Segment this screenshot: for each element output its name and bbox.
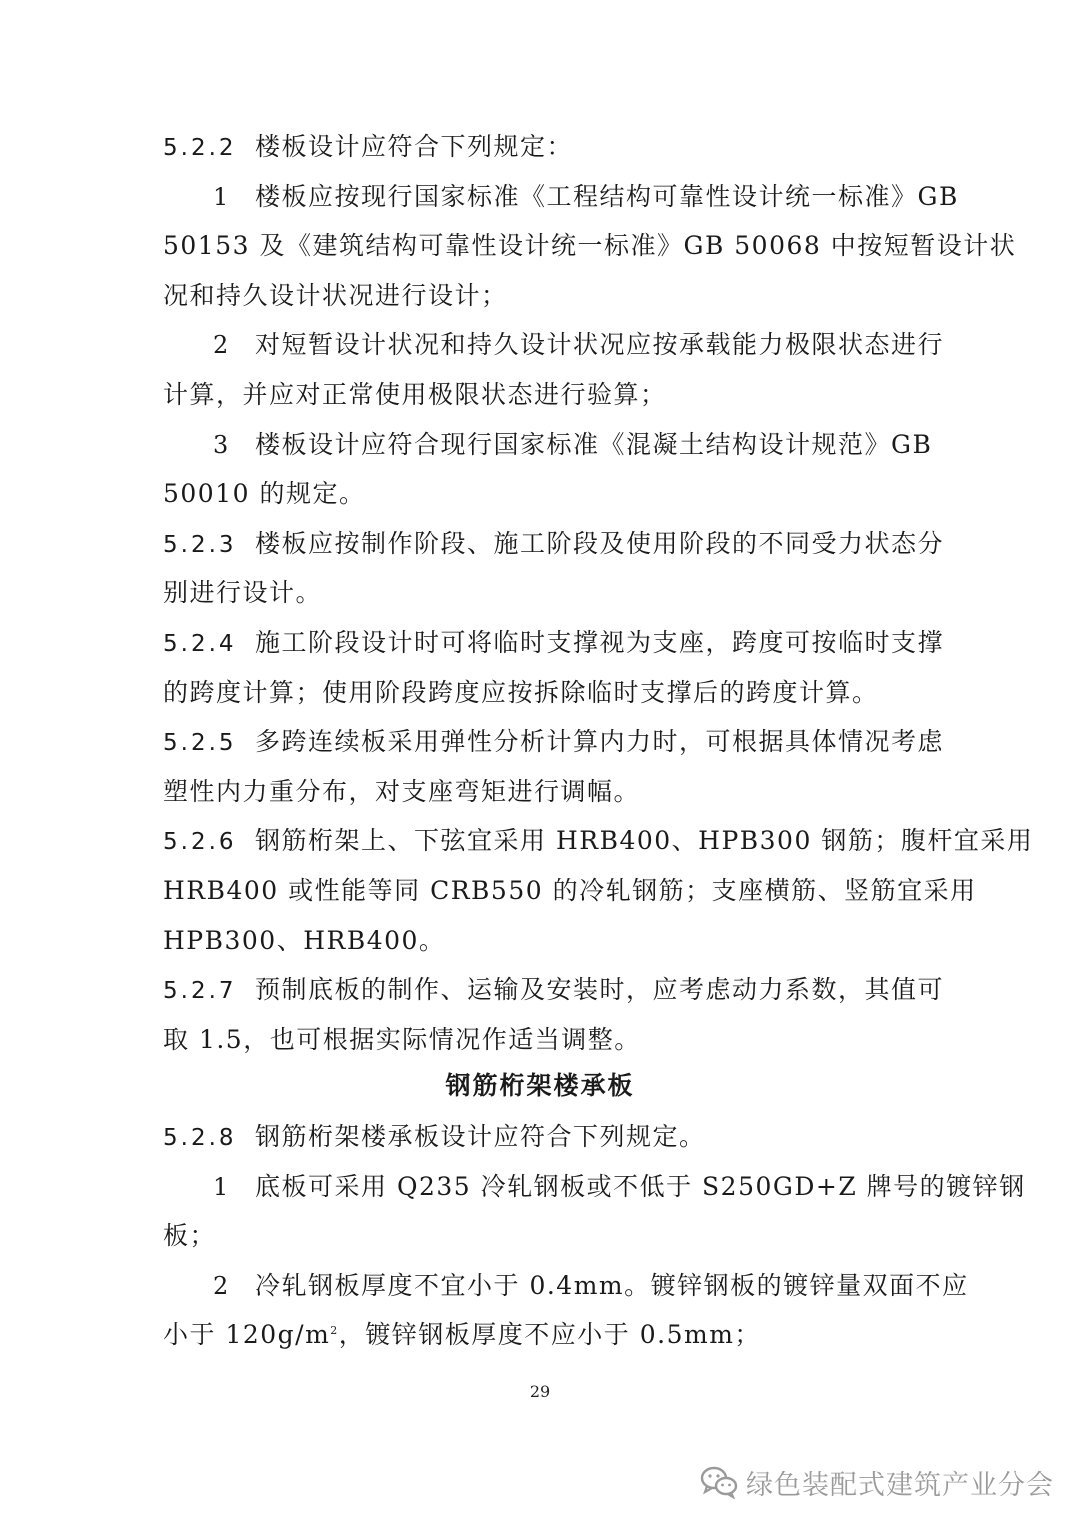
clause-line [163,628,945,659]
line-text: 楼板应按现行国家标准《工程结构可靠性设计统一标准》GB [255,181,959,211]
line-text: 塑性内力重分布，对支座弯矩进行调幅。 [163,776,641,806]
text-line [163,231,1017,261]
line-text: 钢筋桁架上、下弦宜采用 HRB400、HPB300 钢筋；腹杆宜采用 [255,826,1034,856]
line-text: 预制底板的制作、运输及安装时，应考虑动力系数，其值可 [255,975,945,1005]
watermark [700,1462,1054,1502]
item-number: 2 [213,331,230,360]
clause-line [163,826,1034,857]
text-line [163,578,923,608]
line-text: 施工阶段设计时可将临时支撑视为支座，跨度可按临时支撑 [255,628,945,657]
item-line [213,1271,973,1301]
line-text: 底板可采用 Q235 冷轧钢板或不低于 S250GD+Z 牌号的镀锌钢 [255,1171,1026,1201]
text-line [163,1221,923,1251]
clause-line [163,1122,923,1153]
clause-line [163,727,945,758]
section-heading: 钢筋桁架楼承板 [445,1071,635,1100]
line-text: 计算，并应对正常使用极限状态进行验算； [163,380,667,409]
line-text: 板； [163,1221,217,1251]
item-line [213,1171,1026,1202]
watermark-text: 绿色装配式建筑产业分会 [746,1469,1054,1501]
line-text: 况和持久设计状况进行设计； [163,280,508,310]
item-number: 1 [213,1172,230,1201]
line-text: 楼板应按制作阶段、施工阶段及使用阶段的不同受力状态分 [255,528,945,558]
line-text: 钢筋桁架楼承板设计应符合下列规定。 [255,1122,706,1151]
item-number: 1 [213,182,230,211]
clause-number: 5.2.2 [163,135,237,161]
text-line [163,777,923,807]
clause-line [163,132,923,163]
line-text: 的跨度计算；使用阶段跨度应按拆除临时支撑后的跨度计算。 [163,677,879,707]
clause-line [163,528,945,560]
clause-number: 5.2.3 [163,531,237,558]
line-text: 别进行设计。 [163,578,323,608]
clause-number: 5.2.6 [163,829,237,856]
clause-number: 5.2.4 [163,631,237,657]
wechat-icon [700,1465,738,1499]
line-text: 取 1.5，也可根据实际情况作适当调整。 [163,1024,641,1054]
line-text: 50153 及《建筑结构可靠性设计统一标准》GB 50068 中按短暂设计状 [163,231,1017,261]
line-text: 楼板设计应符合现行国家标准《混凝土结构设计规范》GB [255,429,933,459]
line-text: HPB300、HRB400。 [163,925,446,955]
text-line [163,1025,923,1055]
line-text: 冷轧钢板厚度不宜小于 0.4mm。镀锌钢板的镀锌量双面不应 [255,1270,969,1300]
text-line [163,479,923,509]
item-number: 2 [213,1271,230,1300]
line-text: HRB400 或性能等同 CRB550 的冷轧钢筋；支座横筋、竖筋宜采用 [163,876,977,905]
text-line [163,678,923,708]
line-text: 多跨连续板采用弹性分析计算内力时，可根据具体情况考虑 [255,727,945,757]
text-line [163,926,923,956]
page-number: 29 [529,1382,551,1401]
line-text: 对短暂设计状况和持久设计状况应按承载能力极限状态进行 [255,330,945,360]
clause-line [163,975,945,1006]
text-line [163,380,923,410]
line-text: 50010 的规定。 [163,479,366,509]
item-number: 3 [213,430,230,459]
clause-number: 5.2.5 [163,730,237,757]
item-line [213,330,973,360]
item-line [213,182,973,212]
clause-number: 5.2.7 [163,978,237,1005]
line-text: 楼板设计应符合下列规定： [255,132,574,161]
item-line [213,430,973,460]
text-line [163,876,977,906]
clause-number: 5.2.8 [163,1125,237,1151]
text-line [163,281,923,311]
text-line: 小于 $120g/m^2$，镀锌钢板厚度不应小于 0.5mm； [163,1320,761,1349]
